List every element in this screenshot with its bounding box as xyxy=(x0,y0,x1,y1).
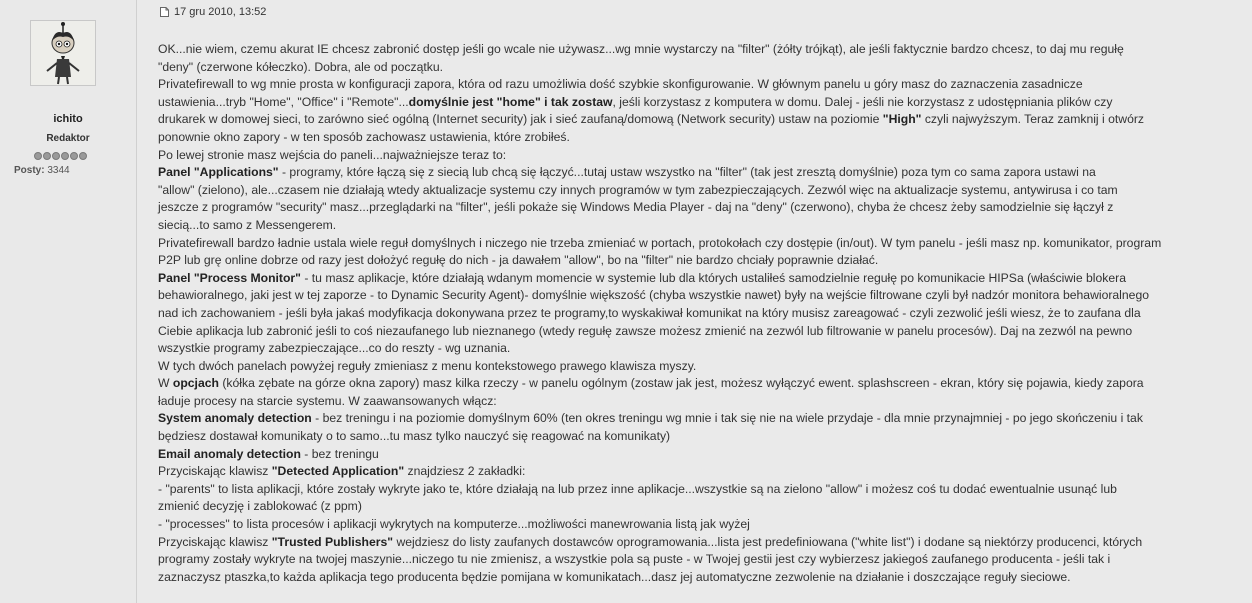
post-line xyxy=(158,463,1232,481)
post-line xyxy=(158,217,1232,235)
posts-count: 3344 xyxy=(47,165,70,176)
post-text: W xyxy=(158,376,173,391)
post-text: - tu masz aplikacje, które działają wdanym momencie w systemie lub dla których ustaliłeś samodzielnie regułę po komunikacie HIPSa (właściwie blokera xyxy=(300,270,1126,285)
post-line xyxy=(158,270,1232,288)
author-rank: Redaktor xyxy=(46,133,90,144)
post-text: ładuje procesy na starcie systemu. W zaawansowanych włącz: xyxy=(158,393,497,408)
post-text-bold: "Trusted Publishers" xyxy=(271,534,394,549)
post-text: - bez treningu xyxy=(300,446,379,461)
post-line xyxy=(158,111,1232,129)
posts-label: Posty: xyxy=(14,165,45,176)
post-line xyxy=(158,41,1232,59)
post-text: behawioralnego, jaki jest w tej zaporze - to Dynamic Security Agent)- domyślnie większość (chyba wszystkie nawet) były na wejście filtrowane czyli był nadzór monitora behawioralnego xyxy=(158,288,1150,303)
post-line xyxy=(158,164,1232,182)
post-line xyxy=(158,147,1232,165)
post-text-bold: domyślnie jest "home" i tak zostaw xyxy=(408,94,613,109)
rank-star-icon xyxy=(34,152,42,160)
post-line xyxy=(158,410,1232,428)
post-text-bold: System anomaly detection xyxy=(158,411,312,426)
post-text: Privatefirewall to wg mnie prosta w konfiguracji zapora, która od razu umożliwia dość szybkie skonfigurowanie. W głównym panelu u góry masz do zaznaczenia zasadnicze xyxy=(158,77,1083,92)
post-line xyxy=(158,199,1232,217)
post-line xyxy=(158,569,1232,587)
post-text-bold: Email anomaly detection xyxy=(158,446,301,461)
post-line xyxy=(158,94,1232,112)
post-line xyxy=(158,498,1232,516)
avatar-figure-icon xyxy=(31,21,95,85)
rank-star-icon xyxy=(61,152,69,160)
post-line xyxy=(158,446,1232,464)
post-text: znajdziesz 2 zakładki: xyxy=(404,464,526,479)
post-text: drukarek w domowej sieci, to zarówno sieć ogólną (Internet security) jak i sieć zaufaną/domową (Network security) ustaw na poziomie xyxy=(158,112,883,127)
post-text: - "processes" to lista procesów i aplikacji wykrytych na komputerze...możliwości manewrowania listą jak wyżej xyxy=(158,517,750,532)
post-text-bold: Panel "Process Monitor" xyxy=(158,270,301,285)
post-line xyxy=(158,182,1232,200)
post-text: jeszcze z programów "security" masz...przeglądarki na "filter", jeśli pokaże się Windows Media Player - daj na "deny" (czerwono), chyba że chcesz żeby samodzielnie się łączył z xyxy=(158,200,1114,215)
post-text: OK...nie wiem, czemu akurat IE chcesz zabronić dostęp jeśli go wcale nie używasz...wg mnie wystarczy na "filter" (żółty trójkąt), ale jeśli faktycznie bardzo chcesz, to daj mu regułę xyxy=(158,42,1124,56)
post-text: Przyciskając klawisz xyxy=(158,534,272,549)
post-line xyxy=(158,375,1232,393)
post-line xyxy=(158,551,1232,569)
post-text-bold: opcjach xyxy=(172,376,219,391)
post-line xyxy=(158,516,1232,534)
post-text: , jeśli korzystasz z komputera w domu. Dalej - jeśli nie korzystasz z udostępniania plików czy xyxy=(612,94,1113,109)
author-post-count xyxy=(14,165,70,176)
post-line xyxy=(158,323,1232,341)
post-line xyxy=(158,252,1232,270)
post-line xyxy=(158,305,1232,323)
post-line xyxy=(158,358,1232,376)
post-line xyxy=(158,534,1232,552)
post-line xyxy=(158,393,1232,411)
post-page-icon[interactable] xyxy=(160,7,169,17)
post-text-bold: "High" xyxy=(882,112,922,127)
post-text: Przyciskając klawisz xyxy=(158,464,272,479)
post-text: programy zostały wykryte na twojej maszynie...niczego tu nie zmienisz, a wszystkie pola są puste - w Twojej gestii jest czy wybierzesz jakiegoś zaufanego producenta - jeśli tak i xyxy=(158,552,1111,567)
post-text: - bez treningu i na poziomie domyślnym 60% (ten okres treningu wg mnie i tak się nie na wiele przydaje - dla mnie przynajmniej - po jego skończeniu i tak xyxy=(311,411,1143,426)
author-username[interactable]: ichito xyxy=(53,113,83,125)
rank-star-icon xyxy=(52,152,60,160)
post-line xyxy=(158,428,1232,446)
post-line xyxy=(158,76,1232,94)
post-text: Po lewej stronie masz wejścia do paneli...najważniejsze teraz to: xyxy=(158,147,507,162)
post-header xyxy=(160,6,266,18)
post-text: W tych dwóch panelach powyżej reguły zmieniasz z menu kontekstowego prawego klawisza myszy. xyxy=(158,358,697,373)
post-text: siecią...to samo z Messengerem. xyxy=(158,217,337,232)
avatar[interactable] xyxy=(30,20,96,86)
post-text: zmienić decyzję i zablokować (z ppm) xyxy=(158,499,362,514)
post-text: - programy, które łączą się z siecią lub chcą się łączyć...tutaj ustaw wszystko na "filter" (tak jest zresztą domyślnie) poza tym co sama zapora ustawi na xyxy=(278,165,1096,180)
post-text: nad ich zachowaniem - jeśli była jakaś modyfikacja dokonywana przez te programy,to wyskakiwał komunikat na który musisz zareagować - czyli zezwolić jeśli wiesz, że to zaufana dla xyxy=(158,305,1141,320)
rank-star-icon xyxy=(43,152,51,160)
post-text: ponownie okno zapory - w ten sposób zachowasz ustawienia, które zrobiłeś. xyxy=(158,129,570,144)
post-text: czyli najwyższym. Teraz zamknij i otwórz xyxy=(921,112,1145,127)
post-text: Privatefirewall bardzo ładnie ustala wiele reguł domyślnych i niczego nie trzeba zmieniać w portach, protokołach czy dostępie (in/out). W tym panelu - jeśli masz np. komunikator, program xyxy=(158,235,1162,250)
post-content xyxy=(138,0,1252,603)
post-text-bold: Panel "Applications" xyxy=(158,165,279,180)
rank-star-icon xyxy=(79,152,87,160)
post-line xyxy=(158,287,1232,305)
post-line xyxy=(158,59,1232,77)
post-text: (kółka zębate na górze okna zapory) masz kilka rzeczy - w panelu ogólnym (zostaw jak jest, możesz wyłączyć ewent. splashscreen - ekran, który się pojawia, kiedy zapora xyxy=(218,376,1144,391)
post-text: - "parents" to lista aplikacji, które zostały wykryte jako te, które działają na lub przez inne aplikacje...wszystkie są na zielono "allow" i możesz coś tu dodać ewentualnie usunąć lub xyxy=(158,481,1117,496)
post-line xyxy=(158,129,1232,147)
rank-star-icon xyxy=(70,152,78,160)
post-line xyxy=(158,481,1232,499)
post-text: "deny" (czerwone kółeczko). Dobra, ale od początku. xyxy=(158,59,444,74)
post-text: wszystkie programy zabezpieczające...co do reszty - wg uznania. xyxy=(158,341,511,356)
post-line xyxy=(158,340,1232,358)
post-text: Ciebie aplikacja lub zabronić jeśli to coś niezaufanego lub nieznanego (wtedy regułę zawsze możesz zmienić na zezwól lub filtrowanie w panelu procesów). Daj na zezwól na pewno xyxy=(158,323,1133,338)
author-profile xyxy=(0,0,137,603)
post-text-bold: "Detected Application" xyxy=(271,464,405,479)
post-text: "allow" (zielono), ale...czasem nie działają wtedy aktualizacje systemu czy innych programów w tym zabezpieczających. Zezwól więc na aktualizacje systemu, antywirusa i co tam xyxy=(158,182,1118,197)
post-line xyxy=(158,235,1232,253)
rank-stars xyxy=(34,147,88,165)
post-text: zaznaczysz ptaszka,to każda aplikacja tego producenta będzie pomijana w komunikatach...dasz jej automatyczne zezwolenie na działanie i doszczające reguły sieciowe. xyxy=(158,569,1071,584)
post-text: P2P lub grę online dobrze od razy jest dołożyć regułę do nich - ja dawałem "allow", bo na "filter" nie bardzo chciały poprawnie działać. xyxy=(158,253,879,268)
post-text: wejdziesz do listy zaufanych dostawców oprogramowania...lista jest predefiniowana ("white list") i dodane są niektórzy producenci, których xyxy=(393,534,1143,549)
post-text: ustawienia...tryb "Home", "Office" i "Remote"... xyxy=(158,94,409,109)
post-body xyxy=(158,41,1232,586)
post-date: 17 gru 2010, 13:52 xyxy=(174,6,267,18)
post-text: będziesz dostawał komunikaty o to samo...tu masz tylko nauczyć się reagować na komunikaty) xyxy=(158,429,671,444)
